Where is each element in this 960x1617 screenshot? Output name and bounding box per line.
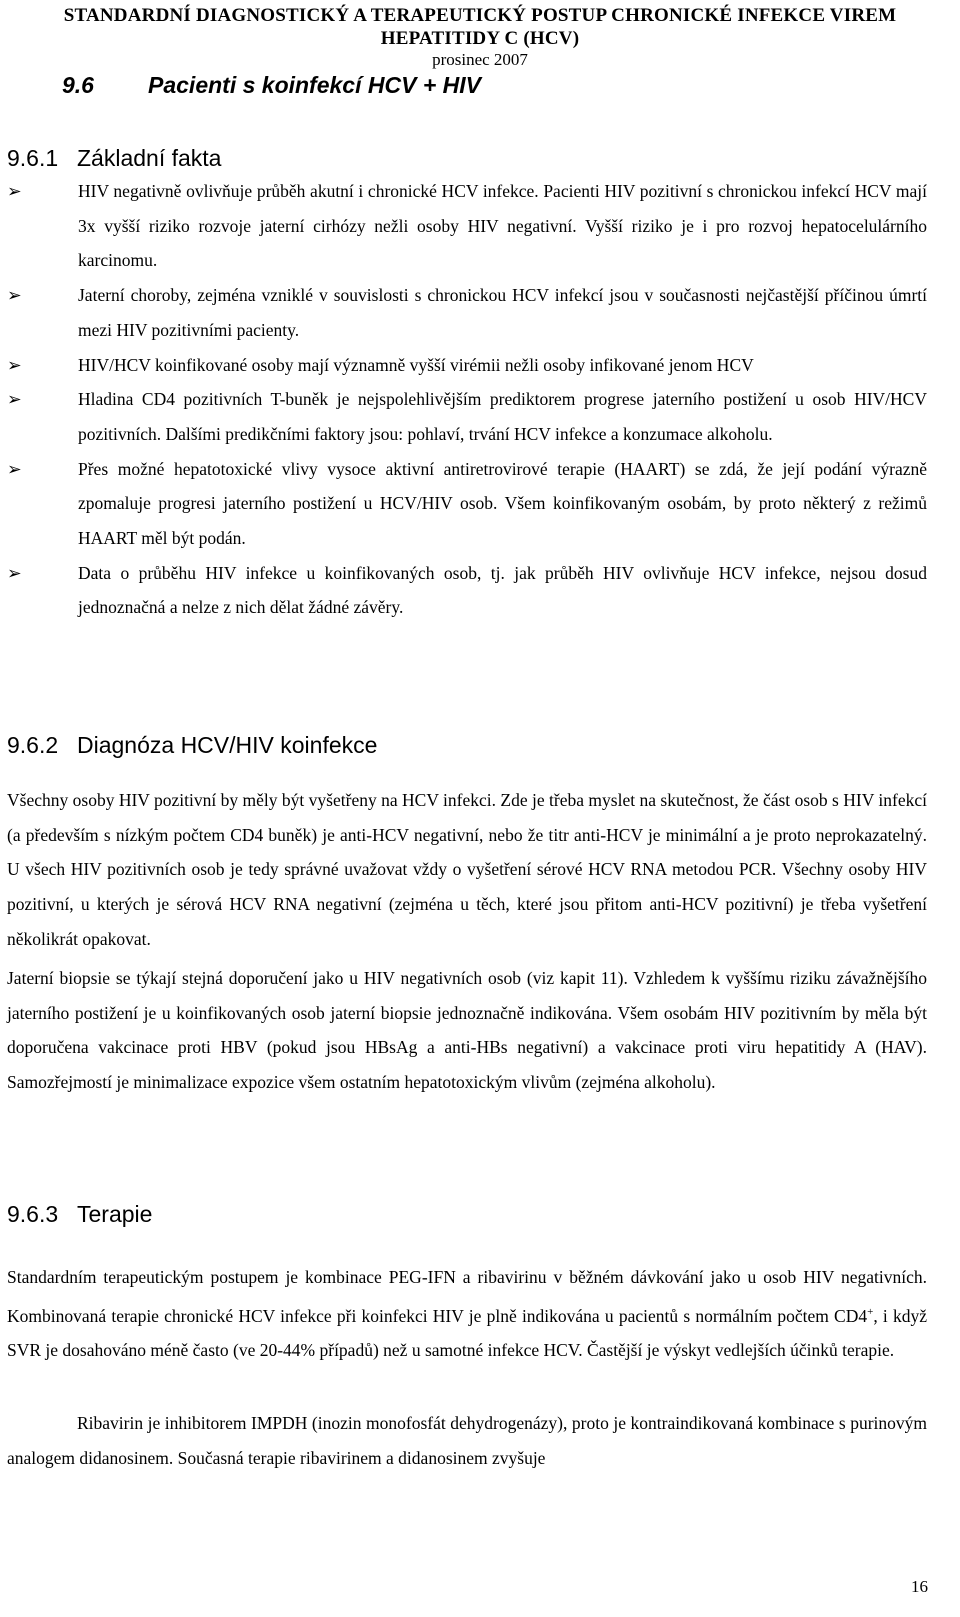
arrow-bullet-icon: ➢ (7, 562, 22, 583)
diagnosis-paragraph-1: Všechny osoby HIV pozitivní by měly být vyšetřeny na HCV infekci. Zde je třeba myslet na skutečnost, že část osob s HIV infekcí (a především s nízkým počtem CD4 buněk) je anti-HCV negativní, nebo že titr anti-HCV je minimální a je proto neprokazatelný. U všech HIV pozitivních osob je tedy správné uvažovat vždy o vyšetření sérové HCV RNA metodou PCR. Všechny osoby HIV pozitivní, u kterých je sérová HCV RNA negativní (zejména u těch, které jsou přitom anti-HCV pozitivní) je třeba vyšetření několikrát opakovat. (7, 790, 927, 949)
list-item (7, 174, 927, 278)
subsection-number: 9.6.1 (7, 145, 59, 171)
subsection-number: 9.6.3 (7, 1201, 59, 1227)
list-item (7, 382, 927, 451)
list-item (7, 348, 927, 383)
therapy-text-part1: Standardním terapeutickým postupem je kombinace PEG-IFN a ribavirinu v běžném dávkování jako u osob HIV negativních. Kombinovaná terapie chronické HCV infekce při koinfekci HIV je plně indikována u pacientů s normálním počtem CD4 (7, 1267, 927, 1326)
list-item-text: HIV/HCV koinfikované osoby mají významně vyšší virémii nežli osoby infikované jenom HCV (78, 354, 754, 375)
superscript-plus: + (867, 1305, 874, 1318)
therapy-paragraph-1 (7, 1260, 927, 1368)
basic-facts-list (7, 174, 927, 625)
section-heading (62, 72, 481, 99)
subsection-number: 9.6.2 (7, 732, 59, 758)
subsection-title: Terapie (77, 1201, 153, 1227)
subsection-heading-diagnosis (7, 732, 377, 759)
therapy-paragraph-2: Ribavirin je inhibitorem IMPDH (inozin monofosfát dehydrogenázy), proto je kontraindikovaná kombinace s purinovým analogem didanosinem. Současná terapie ribavirinem a didanosinem zvyšuje (7, 1413, 927, 1468)
section-title: Pacienti s koinfekcí HCV + HIV (148, 72, 481, 98)
subsection-title: Diagnóza HCV/HIV koinfekce (77, 732, 378, 758)
header-date: prosinec 2007 (432, 50, 528, 69)
list-item (7, 452, 927, 556)
arrow-bullet-icon: ➢ (7, 181, 22, 201)
page-number: 16 (911, 1577, 928, 1596)
list-item-text: Jaterní choroby, zejména vzniklé v souvislosti s chronickou HCV infekcí jsou v současnosti nejčastější příčinou úmrtí mezi HIV pozitivními pacienty. (78, 285, 927, 340)
list-item-text: Hladina CD4 pozitivních T-buněk je nejspolehlivějším prediktorem progrese jaterního postižení u osob HIV/HCV pozitivních. Dalšími predikčními faktory jsou: pohlaví, trvání HCV infekce a konzumace alkoholu. (78, 389, 927, 444)
list-item-text: HIV negativně ovlivňuje průběh akutní i chronické HCV infekce. Pacienti HIV pozitivní s chronickou infekcí HCV mají 3x vyšší riziko rozvoje jaterní cirhózy nežli osoby HIV negativní. Vyšší riziko je i pro rozvoj hepatocelulárního karcinomu. (78, 181, 927, 271)
arrow-bullet-icon: ➢ (7, 354, 22, 375)
list-item-text: Přes možné hepatotoxické vlivy vysoce aktivní antiretrovirové terapie (HAART) se zdá, že její podání výrazně zpomaluje progresi jaterního postižení u HCV/HIV osob. Všem koinfikovaným osobám, by proto některý z režimů HAART měl být podán. (78, 458, 927, 549)
header-title-line1: STANDARDNÍ DIAGNOSTICKÝ A TERAPEUTICKÝ POSTUP CHRONICKÉ INFEKCE VIREM (63, 5, 897, 26)
arrow-bullet-icon: ➢ (7, 285, 22, 306)
list-item-text: Data o průběhu HIV infekce u koinfikovaných osob, tj. jak průběh HIV ovlivňuje HCV infekce, nejsou dosud jednoznačná a nelze z nich dělat žádné závěry. (78, 562, 927, 618)
diagnosis-paragraph-2: Jaterní biopsie se týkají stejná doporučení jako u HIV negativních osob (viz kapit 11). Vzhledem k vyššímu riziku závažnějšího jaterního postižení je u koinfikovaných osob jaterní biopsie jednoznačně indikována. Všem osobám HIV pozitivním by měla být doporučena vakcinace proti HBV (pokud jsou HBsAg a anti-HBs negativní) a vakcinace proti viru hepatitidy A (HAV). Samozřejmostí je minimalizace expozice všem ostatním hepatotoxickým vlivům (zejména alkoholu). (7, 968, 927, 1093)
arrow-bullet-icon: ➢ (7, 389, 22, 410)
list-item (7, 278, 927, 347)
section-number: 9.6 (62, 72, 94, 98)
arrow-bullet-icon: ➢ (7, 458, 22, 479)
list-item (7, 556, 927, 625)
subsection-heading-therapy (7, 1201, 152, 1228)
subsection-heading-basic-facts (7, 145, 221, 172)
subsection-title: Základní fakta (77, 145, 222, 171)
therapy-text-part2: , i když SVR je dosahováno méně často (ve 20-44% případů) než u samotné infekce HCV. Častější je výskyt vedlejších účinků terapie. (7, 1305, 927, 1361)
running-header (0, 4, 960, 70)
header-title-line2: HEPATITIDY C (HCV) (380, 28, 580, 49)
